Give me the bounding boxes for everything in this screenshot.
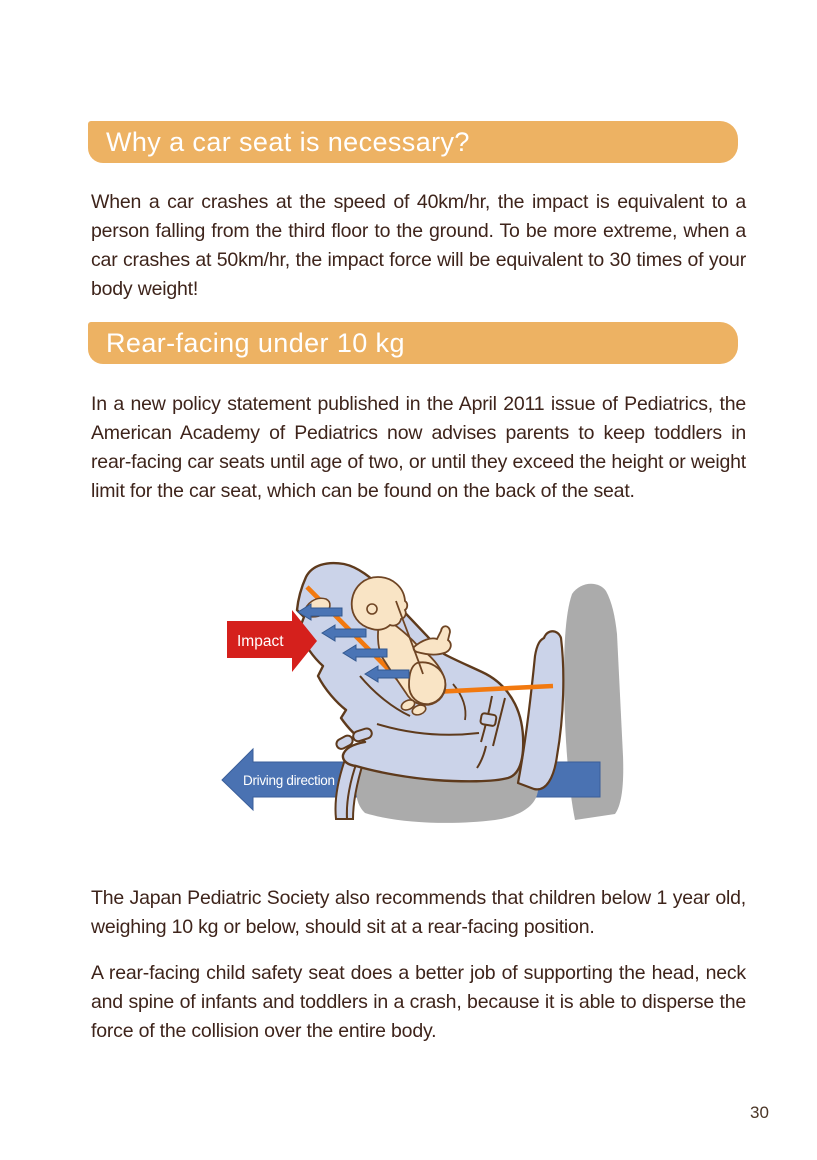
paragraph-rear-facing-benefit: A rear-facing child safety seat does a better job of supporting the head, neck and spine of infants and toddlers in a crash, because it is able to disperse the force of the collision over the entire body.	[91, 962, 746, 1042]
paragraph-japan-pediatric: The Japan Pediatric Society also recommends that children below 1 year old, weighing 10 kg or below, should sit at a rear-facing position.	[91, 887, 746, 938]
paragraph-aap-policy: In a new policy statement published in the April 2011 issue of Pediatrics, the American Academy of Pediatrics now advises parents to keep toddlers in rear-facing car seats until age of two, or until they exceed the height or weight limit for the car seat, which can be found on the back of the seat.	[91, 393, 746, 502]
section-heading-rear-facing: Rear-facing under 10 kg	[88, 322, 738, 364]
harness-buckle	[480, 713, 497, 726]
rear-facing-seat-illustration	[195, 556, 625, 846]
impact-arrow-label: Impact	[237, 633, 284, 650]
section-heading-why-car-seat: Why a car seat is necessary?	[88, 121, 738, 163]
page-number: 30	[750, 1103, 769, 1122]
baby-head	[352, 577, 408, 630]
driving-direction-label: Driving direction	[243, 773, 335, 788]
paragraph-crash-impact: When a car crashes at the speed of 40km/hr, the impact is equivalent to a person falling from the third floor to the ground. To be more extreme, when a car crashes at 50km/hr, the impact force will be equivalent to 30 times of your body weight!	[91, 191, 746, 300]
